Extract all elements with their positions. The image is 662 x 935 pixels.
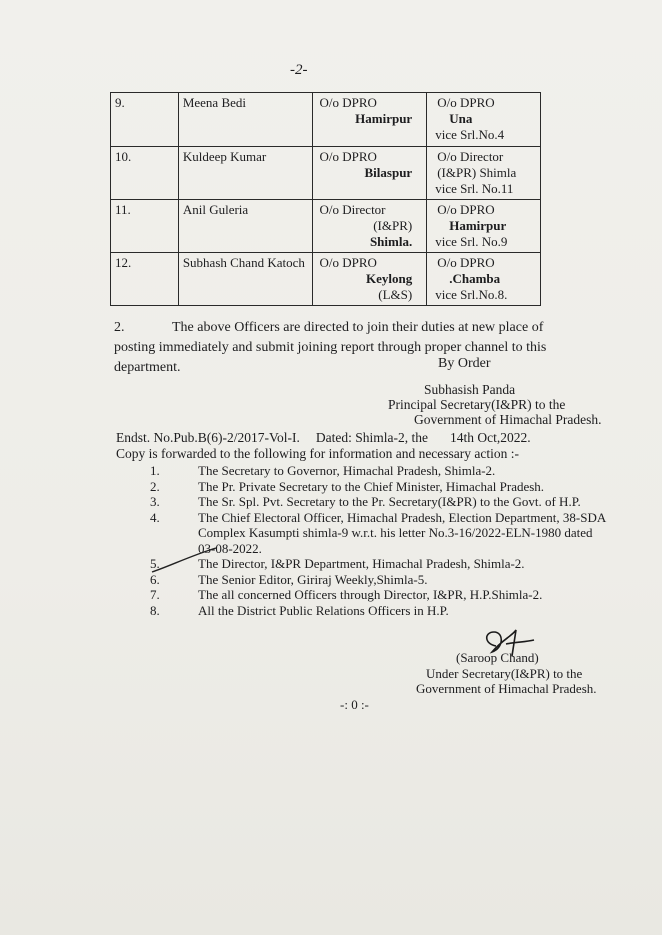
serial-number: 10. bbox=[111, 147, 179, 200]
officer-name: Anil Guleria bbox=[178, 200, 313, 253]
list-item: 4. The Chief Electoral Officer, Himachal Pradesh, Election Department, 38-SDA Complex Kasumpti shimla-9 w.r.t. his letter No.3-16/2022-ELN-1980 dated 03-08-2022. bbox=[150, 509, 606, 556]
copy-forwarded-line: Copy is forwarded to the following for information and necessary action :- bbox=[116, 446, 520, 461]
officer-name: Kuldeep Kumar bbox=[178, 147, 313, 200]
serial-number: 12. bbox=[111, 253, 179, 306]
pen-strike-mark bbox=[150, 546, 220, 576]
dated-place: Shimla-2, the bbox=[355, 430, 428, 445]
by-order: By Order bbox=[438, 356, 491, 371]
list-item: 1. The Secretary to Governor, Himachal Pradesh, Shimla-2. bbox=[150, 463, 496, 478]
signatory-name: (Saroop Chand) bbox=[456, 650, 539, 665]
dated-label: Dated: bbox=[315, 430, 352, 445]
posted-from: O/o DPRO Bilaspur bbox=[313, 147, 427, 200]
signatory-office: Government of Himachal Pradesh. bbox=[416, 681, 597, 696]
posted-from: O/o Director (I&PR) Shimla. bbox=[313, 200, 427, 253]
endorsement-line bbox=[116, 430, 531, 446]
signature-block-principal-secretary bbox=[388, 382, 601, 427]
paragraph-number: 2. bbox=[114, 320, 125, 335]
serial-number: 9. bbox=[111, 93, 179, 147]
officer-name: Subhash Chand Katoch bbox=[178, 253, 313, 306]
copy-to-list bbox=[150, 463, 610, 618]
postings-table bbox=[110, 92, 541, 306]
table-row bbox=[111, 253, 541, 306]
signature-block-under-secretary bbox=[416, 650, 597, 697]
posted-to: O/o DPRO Una vice Srl.No.4 bbox=[427, 93, 541, 147]
dated-date: 14th Oct,2022. bbox=[450, 430, 531, 445]
posted-from: O/o DPRO Hamirpur bbox=[313, 93, 427, 147]
list-item: 6. The Senior Editor, Giriraj Weekly,Shimla-5. bbox=[150, 571, 428, 587]
list-item: 3. The Sr. Spl. Pvt. Secretary to the Pr. Secretary(I&PR) to the Govt. of H.P. bbox=[150, 494, 581, 509]
list-item: 2. The Pr. Private Secretary to the Chief Minister, Himachal Pradesh. bbox=[150, 478, 545, 494]
page-number: -2- bbox=[290, 62, 308, 78]
serial-number: 11. bbox=[111, 200, 179, 253]
list-item: 5. The Director, I&PR Department, Himachal Pradesh, Shimla-2. bbox=[150, 556, 525, 571]
table-row bbox=[111, 147, 541, 200]
signatory-designation: Principal Secretary(I&PR) to the bbox=[388, 397, 566, 412]
endorsement-ref: Endst. No.Pub.B(6)-2/2017-Vol-I. bbox=[116, 430, 300, 445]
posted-to: O/o DPRO .Chamba vice Srl.No.8. bbox=[427, 253, 541, 306]
signatory-name: Subhasish Panda bbox=[424, 382, 516, 397]
paragraph-2 bbox=[114, 318, 584, 378]
signatory-designation: Under Secretary(I&PR) to the bbox=[426, 665, 583, 681]
table-row bbox=[111, 93, 541, 147]
officer-name: Meena Bedi bbox=[178, 93, 313, 147]
table-row bbox=[111, 200, 541, 253]
posted-to: O/o DPRO Hamirpur vice Srl. No.9 bbox=[427, 200, 541, 253]
posted-from: O/o DPRO Keylong (L&S) bbox=[313, 253, 427, 306]
posted-to: O/o Director (I&PR) Shimla vice Srl. No.11 bbox=[427, 147, 541, 200]
list-item: 8. All the District Public Relations Officers in H.P. bbox=[150, 602, 449, 618]
end-of-document-mark: -: 0 :- bbox=[340, 697, 369, 712]
paragraph-text: The above Officers are directed to join their duties at new place of posting immediately and submit joining report through proper channel to this department. bbox=[114, 320, 547, 375]
signatory-office: Government of Himachal Pradesh. bbox=[414, 412, 602, 427]
list-item: 7. The all concerned Officers through Director, I&PR, H.P.Shimla-2. bbox=[150, 587, 543, 602]
